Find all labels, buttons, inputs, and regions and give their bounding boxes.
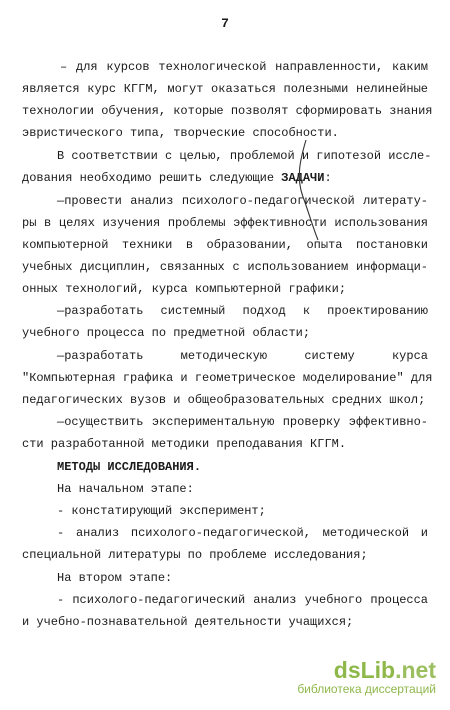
- page-number: 7: [221, 16, 229, 31]
- text-line: онных технологий, курса компьютерной графики;: [22, 282, 347, 296]
- text-line: компьютерной техники в образовании, опыта постановки: [22, 238, 428, 252]
- tasks-heading: ЗАДАЧИ: [281, 171, 325, 185]
- watermark: [297, 658, 436, 696]
- text-line: —провести анализ психолого-педагогической литерату-: [57, 194, 428, 208]
- text-line: —разработать системный подход к проектированию: [57, 304, 428, 318]
- watermark-logo-main: dsLib: [333, 657, 396, 683]
- text-line: и учебно-познавательной деятельности учащихся;: [22, 615, 354, 629]
- text-line: На начальном этапе:: [57, 482, 194, 496]
- text-line: является курс КГГМ, могут оказаться полезными нелинейные: [22, 82, 428, 96]
- text-line: В соответствии с целью, проблемой и гипотезой иссле-: [57, 149, 432, 163]
- text-line: педагогических вузов и общеобразовательных средних школ;: [22, 393, 426, 407]
- text-line: – для курсов технологической направленности, каким: [60, 60, 428, 74]
- text-line: учебных дисциплин, связанных с использованием информаци-: [22, 260, 428, 274]
- text-line: На втором этапе:: [57, 571, 173, 585]
- text-line: —осуществить экспериментальную проверку эффективно-: [57, 415, 428, 429]
- text-line: сти разработанной методики преподавания КГГМ.: [22, 437, 347, 451]
- text-line: технологии обучения, которые позволят сформировать знания: [22, 104, 433, 118]
- text-fragment: дования необходимо решить следующие: [22, 171, 275, 185]
- text-line: - констатирующий эксперимент;: [57, 504, 266, 518]
- text-line: - анализ психолого-педагогической, методической и: [57, 526, 428, 540]
- watermark-logo-tld: .net: [395, 657, 436, 683]
- text-line: учебного процесса по предметной области;: [22, 326, 311, 340]
- watermark-subtitle: библиотека диссертаций: [297, 682, 436, 696]
- text-line: ры в целях изучения проблемы эффективности использования: [22, 216, 428, 230]
- text-fragment: :: [324, 171, 332, 185]
- text-line: специальной литературы по проблеме исследования;: [22, 548, 368, 562]
- text-line: [22, 169, 428, 187]
- text-line: - психолого-педагогический анализ учебного процесса: [57, 593, 428, 607]
- text-line: "Компьютерная графика и геометрическое моделирование" для: [22, 371, 433, 385]
- watermark-logo: [297, 658, 436, 682]
- text-line: эвристического типа, творческие способности.: [22, 126, 339, 140]
- methods-heading: МЕТОДЫ ИССЛЕДОВАНИЯ.: [57, 460, 202, 474]
- text-line: —разработать методическую систему курса: [57, 349, 428, 363]
